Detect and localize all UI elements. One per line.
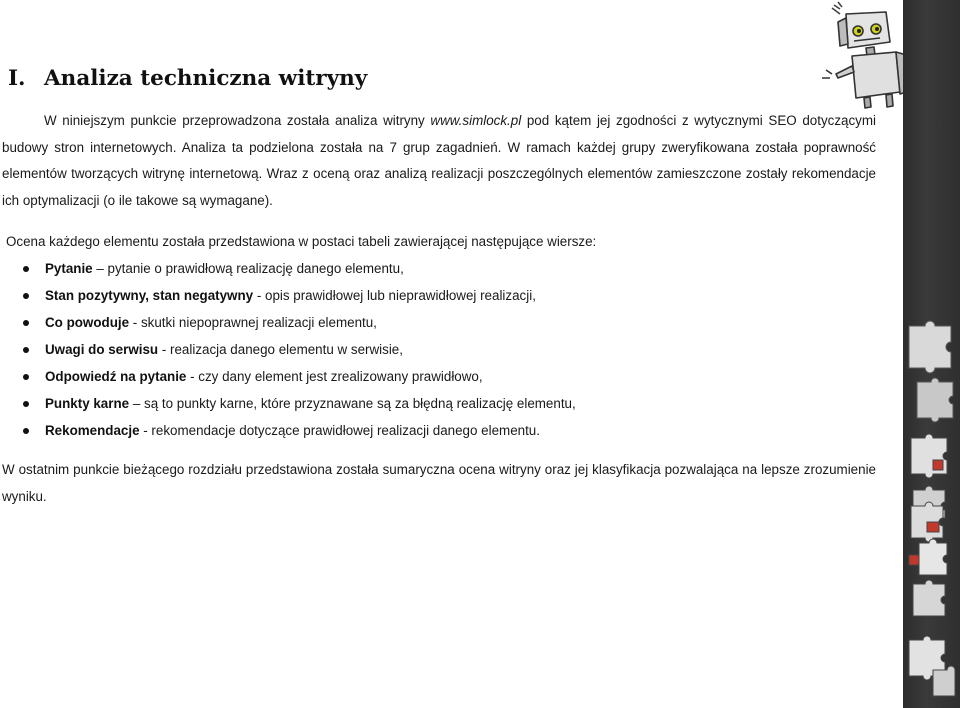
list-item-desc: - skutki niepoprawnej realizacji elementu,: [129, 315, 377, 330]
puzzle-icon: [903, 630, 960, 708]
list-item-desc: - czy dany element jest zrealizowany prawidłowo,: [186, 369, 483, 384]
bullet-icon: [23, 293, 29, 299]
list-item-term: Rekomendacje: [45, 423, 140, 438]
section-title: Analiza techniczna witryny: [44, 66, 368, 91]
closing-paragraph: [2, 457, 876, 510]
row-definition-list: [0, 255, 880, 444]
bullet-icon: [23, 347, 29, 353]
table-intro: Ocena każdego elementu została przedstawiona w postaci tabeli zawierającej następujące wiersze:: [6, 234, 597, 249]
list-item-term: Uwagi do serwisu: [45, 342, 159, 357]
intro-text-mid: pod kątem jej zgodności z wytycznymi SEO dotyczącymi budowy stron internetowych. Analiza ta podzielona została na 7 grup zagadnień. W ramach każdej grupy zweryfikowana została poprawność elementów tworzących witrynę internetową.: [2, 113, 876, 181]
list-item-term: Pytanie: [45, 261, 93, 276]
list-item-desc: - realizacja danego elementu w serwisie,: [158, 342, 403, 357]
bullet-icon: [23, 401, 29, 407]
intro-text-start: W niniejszym punkcie przeprowadzona została analiza witryny: [44, 113, 431, 128]
section-heading: [8, 66, 367, 91]
intro-paragraph: [2, 108, 876, 214]
list-item-desc: - rekomendacje dotyczące prawidłowej realizacji danego elementu.: [139, 423, 540, 438]
list-item: [0, 309, 880, 336]
intro-text-end: Wraz z oceną oraz analizą realizacji poszczególnych elementów zamieszczone zostały rekomendacje ich optymalizacji (o ile takowe są wymagane).: [2, 166, 876, 208]
list-item: [0, 363, 880, 390]
bullet-icon: [23, 428, 29, 434]
list-item-desc: – są to punkty karne, które przyznawane są za błędną realizację elementu,: [129, 396, 576, 411]
list-item-term: Punkty karne: [45, 396, 130, 411]
puzzle-icon: [903, 578, 960, 628]
list-item: [0, 417, 880, 444]
closing-line-1: W ostatnim punkcie bieżącego rozdziału przedstawiona została sumaryczna ocena witryny oraz jej klasyfikacja pozwalająca na lepsze zrozumienie: [2, 462, 876, 477]
bullet-icon: [23, 320, 29, 326]
list-item-term: Stan pozytywny, stan negatywny: [45, 288, 254, 303]
bullet-icon: [23, 374, 29, 380]
list-item-desc: - opis prawidłowej lub nieprawidłowej realizacji,: [253, 288, 536, 303]
bullet-icon: [23, 266, 29, 272]
list-item-term: Co powoduje: [45, 315, 130, 330]
list-item: [0, 255, 880, 282]
list-item-desc: – pytanie o prawidłową realizację danego elementu,: [92, 261, 404, 276]
list-item: [0, 282, 880, 309]
closing-line-2: wyniku.: [2, 488, 47, 504]
puzzle-icon: [903, 320, 960, 440]
section-number: I.: [8, 66, 26, 91]
list-item: [0, 390, 880, 417]
site-url: www.simlock.pl: [430, 113, 522, 128]
list-item-term: Odpowiedź na pytanie: [45, 369, 187, 384]
list-item: [0, 336, 880, 363]
